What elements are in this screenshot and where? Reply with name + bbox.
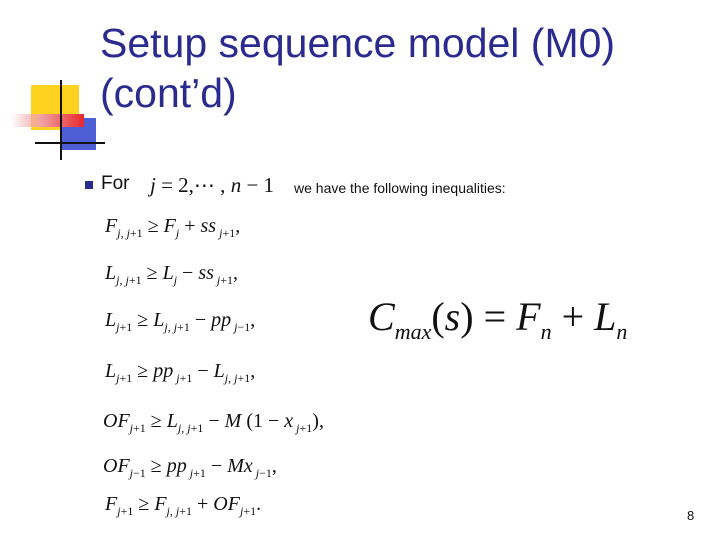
bullet-square-icon	[85, 181, 93, 189]
objective-formula: $C_{max}(s) = F_n + L_n$	[368, 294, 628, 344]
slide-title: Setup sequence model (M0) (cont’d)	[100, 20, 616, 116]
inequality-4: $L_{j+1}$ ≥ pp $_{j+1} - L_{j, j+1}$,	[105, 360, 256, 385]
index-range-condition: j = 2,⋯ , n − 1	[150, 173, 275, 197]
inequality-7: $F_{j+1} \ge F_{j, j+1} + OF_{j+1}$.	[105, 493, 262, 518]
intro-text: we have the following inequalities:	[294, 180, 506, 196]
inequality-6: $OF_{j-1}$ ≥ pp $_{j+1}$ − Mx $_{j-1}$,	[103, 455, 277, 480]
inequality-2: $L_{j, j+1} \ge L_j$ − ss $_{j+1}$,	[105, 262, 239, 287]
inequality-1: $F_{j, j+1} \ge F_j$ + ss $_{j+1}$,	[105, 215, 241, 240]
for-label: For	[101, 173, 130, 194]
page-number: 8	[687, 508, 695, 523]
inequality-3: $L_{j+1} \ge L_{j, j+1}$ − pp $_{j-1}$,	[105, 309, 256, 334]
decor-horizontal-line	[35, 142, 105, 144]
decor-red-gradient-bar	[11, 114, 84, 127]
inequality-5: $OF_{j+1} \ge L_{j, j+1} - M$ (1 − x $_{j+1}$),	[103, 410, 324, 435]
decor-vertical-line	[60, 80, 62, 160]
